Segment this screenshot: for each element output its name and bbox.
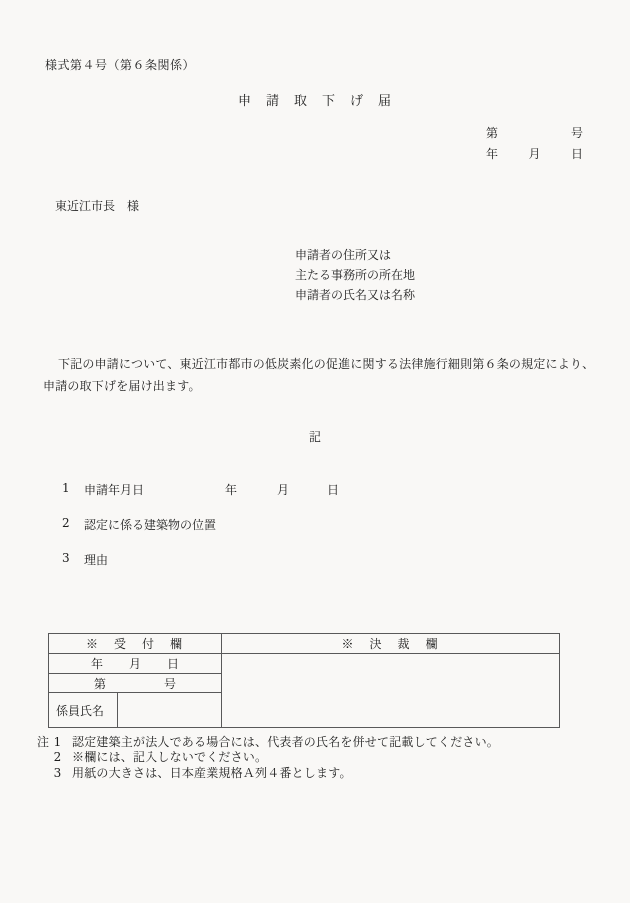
note-row bbox=[37, 766, 499, 781]
item-label: 理由 bbox=[84, 553, 109, 567]
item-day-label: 日 bbox=[327, 483, 340, 497]
reception-number-suffix: 号 bbox=[164, 676, 177, 691]
body-paragraph-line2: 申請の取下げを届け出ます。 bbox=[43, 379, 201, 393]
item-reason bbox=[0, 551, 630, 567]
addressee: 東近江市長 様 bbox=[55, 199, 140, 213]
note-row bbox=[37, 750, 499, 765]
note-prefix bbox=[37, 766, 51, 781]
reception-year-label: 年 bbox=[90, 657, 103, 671]
note-number: 1 bbox=[53, 735, 62, 749]
doc-number-suffix: 号 bbox=[570, 126, 583, 140]
item-label: 申請年月日 bbox=[84, 483, 145, 497]
date-day-label: 日 bbox=[570, 147, 583, 161]
item-month-label: 月 bbox=[277, 483, 290, 497]
note-text: 認定建築主が法人である場合には、代表者の氏名を併せて記載してください。 bbox=[72, 735, 500, 749]
reception-header-cell: ※ 受 付 欄 bbox=[49, 634, 221, 654]
item-label: 認定に係る建築物の位置 bbox=[84, 518, 217, 532]
reception-month-label: 月 bbox=[128, 657, 141, 671]
item-number: 2 bbox=[62, 516, 70, 530]
reception-day-label: 日 bbox=[167, 657, 180, 671]
record-heading: 記 bbox=[308, 430, 321, 444]
document-number-line bbox=[486, 123, 583, 144]
note-text: 用紙の大きさは、日本産業規格Ａ列４番とします。 bbox=[72, 765, 352, 780]
doc-number-prefix: 第 bbox=[486, 126, 499, 140]
approval-blank-cell bbox=[222, 654, 559, 727]
staff-name-label-cell: 係員氏名 bbox=[49, 693, 118, 727]
approval-header-cell: ※ 決 裁 欄 bbox=[222, 634, 559, 654]
item-number: 3 bbox=[62, 551, 70, 565]
date-year-label: 年 bbox=[486, 147, 499, 161]
staff-row bbox=[49, 693, 221, 727]
document-number-block bbox=[486, 123, 583, 165]
document-date-line bbox=[486, 144, 583, 165]
applicant-office-line: 主たる事務所の所在地 bbox=[295, 268, 416, 282]
applicant-address-line: 申請者の住所又は bbox=[295, 248, 392, 262]
page-title: 申 請 取 下 げ 届 bbox=[237, 94, 392, 109]
note-row bbox=[37, 735, 499, 750]
reception-number-prefix: 第 bbox=[93, 676, 106, 691]
note-text: ※欄には、記入しないでください。 bbox=[72, 750, 268, 765]
note-number: 2 bbox=[53, 750, 62, 765]
applicant-block bbox=[295, 245, 415, 305]
note-number: 3 bbox=[53, 765, 62, 780]
form-number: 様式第４号（第６条関係） bbox=[45, 58, 196, 72]
reception-number-cell bbox=[49, 674, 221, 693]
body-paragraph-line1: 下記の申請について、東近江市都市の低炭素化の促進に関する法律施行細則第６条の規定により、 bbox=[58, 357, 595, 371]
item-application-date bbox=[0, 481, 630, 497]
note-prefix: 注 bbox=[37, 735, 50, 749]
date-month-label: 月 bbox=[528, 147, 541, 161]
approval-column bbox=[222, 634, 559, 727]
reception-column bbox=[49, 634, 222, 727]
applicant-name-line: 申請者の氏名又は名称 bbox=[295, 288, 416, 302]
item-year-label: 年 bbox=[225, 483, 238, 497]
item-number: 1 bbox=[62, 481, 70, 495]
notes-block bbox=[37, 735, 499, 781]
reception-approval-table bbox=[48, 633, 560, 728]
staff-name-value-cell bbox=[118, 693, 221, 727]
note-prefix bbox=[37, 750, 51, 765]
reception-date-cell bbox=[49, 654, 221, 674]
item-building-location bbox=[0, 516, 630, 532]
